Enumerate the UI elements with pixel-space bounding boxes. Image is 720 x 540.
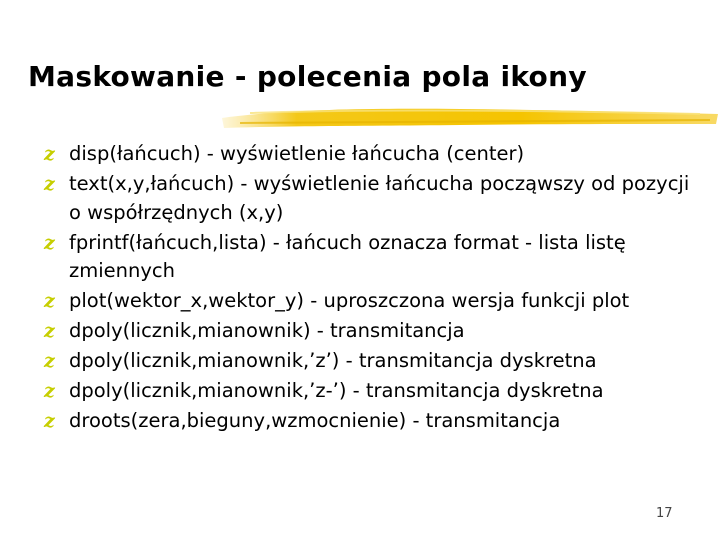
list-item	[44, 407, 694, 436]
z-bullet-icon: z	[44, 410, 55, 432]
list-item	[44, 347, 694, 376]
z-bullet-icon: z	[44, 173, 55, 195]
list-item	[44, 170, 694, 227]
bullet-list	[44, 140, 694, 437]
list-item	[44, 140, 694, 169]
z-bullet-icon: z	[44, 290, 55, 312]
list-item-text: droots(zera,bieguny,wzmocnienie) - transmitancja	[69, 409, 561, 432]
title-underline-brush-stroke	[220, 104, 720, 132]
list-item-text: plot(wektor_x,wektor_y) - uproszczona wersja funkcji plot	[69, 289, 630, 312]
list-item-text: disp(łańcuch) - wyświetlenie łańcucha (center)	[69, 142, 525, 165]
slide-title: Maskowanie - polecenia pola ikony	[28, 60, 587, 93]
list-item	[44, 287, 694, 316]
list-item	[44, 229, 694, 286]
z-bullet-icon: z	[44, 380, 55, 402]
list-item-text: dpoly(licznik,mianownik,’z-’) - transmitancja dyskretna	[69, 379, 604, 402]
list-item-text: dpoly(licznik,mianownik,’z’) - transmitancja dyskretna	[69, 349, 597, 372]
z-bullet-icon: z	[44, 350, 55, 372]
list-item	[44, 377, 694, 406]
z-bullet-icon: z	[44, 231, 55, 254]
z-bullet-icon: z	[44, 320, 55, 342]
z-bullet-icon: z	[44, 143, 55, 165]
list-item-text: text(x,y,łańcuch) - wyświetlenie łańcucha począwszy od pozycji o współrzędnych (x,y)	[69, 172, 690, 224]
page-number: 17	[656, 506, 673, 521]
list-item	[44, 317, 694, 346]
list-item-text: dpoly(licznik,mianownik) - transmitancja	[69, 319, 465, 342]
list-item-text: fprintf(łańcuch,lista) - łańcuch oznacza format - lista listę zmiennych	[69, 230, 626, 282]
